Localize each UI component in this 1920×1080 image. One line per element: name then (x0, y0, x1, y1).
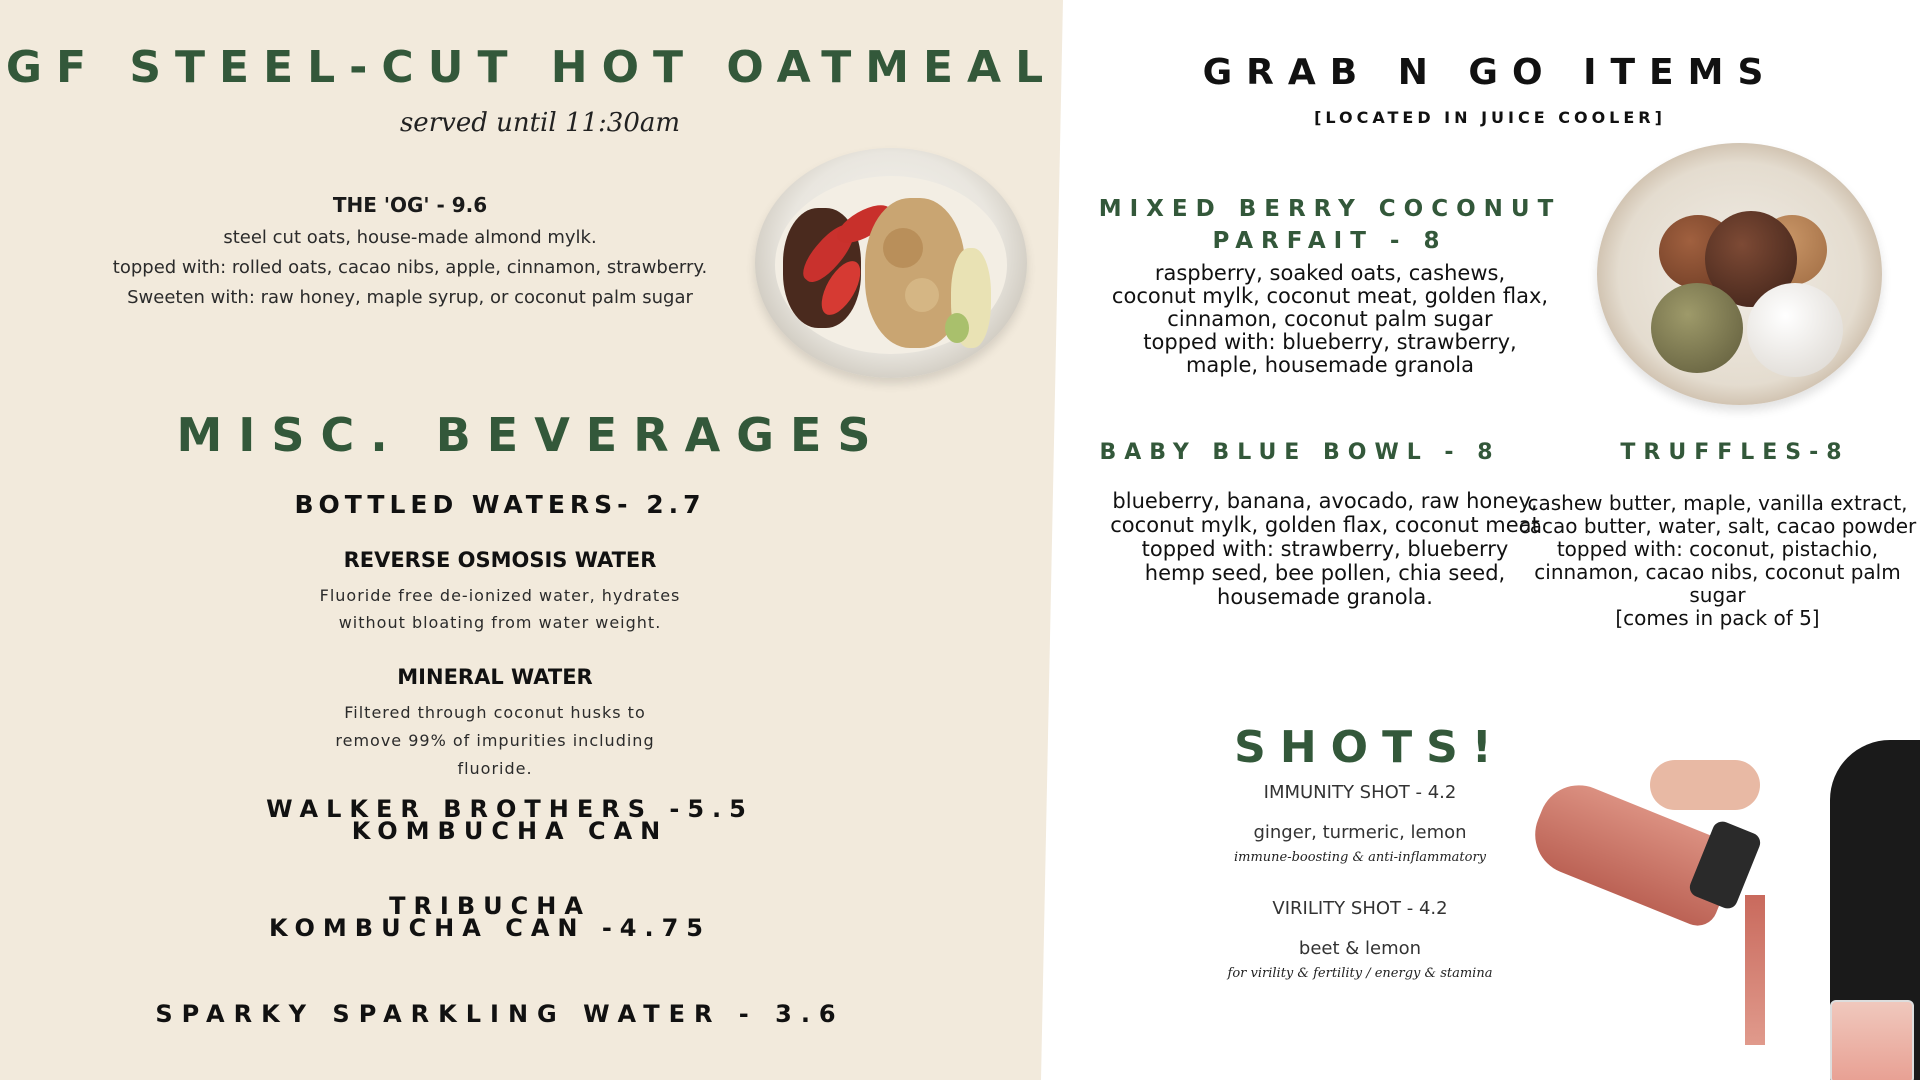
oatmeal-served-until: served until 11:30am (399, 108, 681, 138)
tribucha-kombucha (180, 892, 800, 942)
truffles-desc-line: cinnamon, cacao nibs, coconut palm (1534, 560, 1901, 584)
parfait-title (1050, 193, 1610, 257)
mineral-desc-line: remove 99% of impurities including (335, 731, 655, 750)
ro-water-description (200, 582, 800, 636)
parfait-title-line: PARFAIT - 8 (1212, 228, 1448, 254)
truffles-cup-photo (1597, 143, 1882, 405)
truffles-description (1515, 492, 1920, 630)
ro-desc-line: Fluoride free de-ionized water, hydrates (319, 586, 681, 605)
immunity-shot-note: immune-boosting & anti-inflammatory (1233, 850, 1487, 865)
pouring-shot-photo (1530, 740, 1920, 1080)
beverages-title: MISC. BEVERAGES (176, 408, 887, 462)
mineral-water-description (195, 699, 795, 783)
sparky-sparkling-water: SPARKY SPARKLING WATER - 3.6 (155, 1000, 845, 1028)
baby-blue-bowl-title: BABY BLUE BOWL - 8 (1099, 440, 1501, 465)
shots-title: SHOTS! (1234, 722, 1506, 773)
baby-desc-line: coconut mylk, golden flax, coconut meat (1110, 513, 1540, 537)
virility-shot-ingredients: beet & lemon (1298, 938, 1422, 959)
oatmeal-desc-line: topped with: rolled oats, cacao nibs, apple, cinnamon, strawberry. (112, 257, 708, 278)
truffles-desc-line: sugar (1689, 583, 1746, 607)
parfait-title-line: MIXED BERRY COCONUT (1098, 196, 1562, 222)
baby-desc-line: blueberry, banana, avocado, raw honey, (1112, 489, 1538, 513)
truffles-title: TRUFFLES-8 (1620, 440, 1850, 465)
grab-n-go-subtitle: [LOCATED IN JUICE COOLER] (1314, 108, 1666, 127)
baby-desc-line: housemade granola. (1217, 585, 1433, 609)
oatmeal-desc-line: steel cut oats, house-made almond mylk. (223, 227, 597, 248)
parfait-desc-line: maple, housemade granola (1185, 353, 1475, 377)
oatmeal-desc-line: Sweeten with: raw honey, maple syrup, or coconut palm sugar (127, 287, 693, 308)
immunity-shot-name: IMMUNITY SHOT - 4.2 (1263, 782, 1457, 803)
truffles-desc-line: topped with: coconut, pistachio, (1556, 537, 1879, 561)
oatmeal-title: GF STEEL-CUT HOT OATMEAL (5, 42, 1058, 93)
truffles-desc-line: [comes in pack of 5] (1615, 606, 1820, 630)
walker-line: KOMBUCHA CAN (351, 817, 669, 845)
parfait-desc-line: topped with: blueberry, strawberry, (1143, 330, 1517, 354)
virility-shot-name: VIRILITY SHOT - 4.2 (1272, 898, 1448, 919)
baby-desc-line: hemp seed, bee pollen, chia seed, (1144, 561, 1506, 585)
truffles-desc-line: cacao butter, water, salt, cacao powder (1518, 514, 1917, 538)
walker-brothers-kombucha (200, 795, 820, 845)
baby-desc-line: topped with: strawberry, blueberry (1141, 537, 1509, 561)
mineral-desc-line: fluoride. (457, 759, 533, 778)
grab-n-go-title: GRAB N GO ITEMS (1202, 52, 1778, 93)
ro-water-name: REVERSE OSMOSIS WATER (343, 548, 657, 572)
tribucha-line: KOMBUCHA CAN -4.75 (268, 914, 712, 942)
tribucha-line: TRIBUCHA (389, 892, 591, 920)
immunity-shot-ingredients: ginger, turmeric, lemon (1253, 822, 1467, 843)
oatmeal-description (60, 223, 760, 313)
baby-blue-bowl-description (1060, 489, 1590, 609)
parfait-desc-line: raspberry, soaked oats, cashews, (1154, 261, 1506, 285)
oatmeal-bowl-photo (755, 148, 1027, 378)
oatmeal-item-name: THE 'OG' - 9.6 (332, 193, 488, 217)
virility-shot-note: for virility & fertility / energy & stamina (1227, 966, 1493, 981)
bottled-waters-heading: BOTTLED WATERS- 2.7 (294, 490, 706, 519)
parfait-desc-line: coconut mylk, coconut meat, golden flax, (1111, 284, 1549, 308)
truffles-desc-line: cashew butter, maple, vanilla extract, (1527, 492, 1908, 515)
walker-line: WALKER BROTHERS -5.5 (266, 795, 754, 823)
parfait-desc-line: cinnamon, coconut palm sugar (1167, 307, 1493, 331)
ro-desc-line: without bloating from water weight. (338, 613, 662, 632)
mineral-desc-line: Filtered through coconut husks to (344, 703, 646, 722)
parfait-description (1070, 262, 1590, 377)
mineral-water-name: MINERAL WATER (397, 665, 593, 689)
